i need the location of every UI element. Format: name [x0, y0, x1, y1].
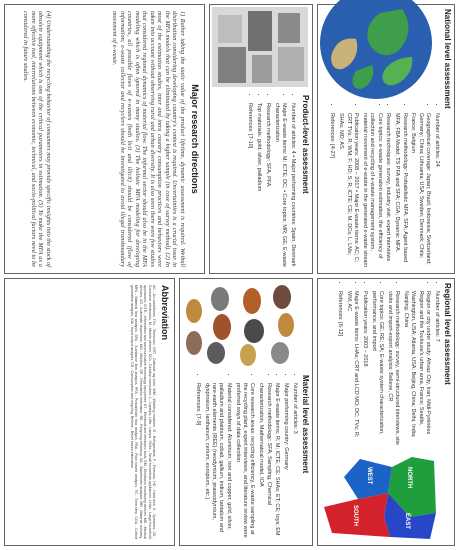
material-bullet-items: • Major E-waste items: R; M; ICTE; CE; SHAs; ET; CE; toys; EM [273, 383, 280, 541]
national-box [317, 4, 455, 274]
national-title: National level assessment [443, 9, 452, 109]
material-bullet-materials: • Material considered: Aluminum, iron and copper, gold, silver, palladium and platinum, cobalt, gallium, indium, tantalum and rare-earth elements (REE) (neodymium, praseodymium, dysprosium, lanthanum, cerium, europium, etc.) [202, 383, 232, 541]
material-bullet-articles: • Number of articles: 3 [291, 383, 298, 541]
national-bullet-topics: • Core topics: e-waste generation estimation, the efficiency of collection and recycling of e-waste management system, material movement of e-waste in the generated e-waste stream [360, 113, 382, 271]
map-label-south: SOUTH [352, 505, 358, 526]
regional-bullet-methodology: • Research methodology: survey, semi-structured interviews, site visits and import-export analysis; Believe, CR [385, 291, 400, 449]
product-bullet-methodology: • Research methodology: SFA, PFA [264, 103, 271, 267]
national-bullet-years-items: • Publication years: 2008 – 2017 • Major E-waste items: AC; C; CRT TVs; R; WM; F; HD; S; R; ICTE; CE; M; DCs; L; LMs; SHAs; MD; AS. [337, 113, 359, 271]
national-bullets [327, 105, 440, 271]
material-bullet-methodology: • Research methodology: SFA; Sampling, Chemical characterization, Mathematical model, IOA [257, 383, 272, 541]
national-bullet-references: • References: [4-27] [328, 113, 335, 271]
directions-paragraph-2: (4) Understanding the recycling behavior of consumers may provide specific insights into the stock of obsolete equipment which is one of the critical parameters in estimation. (5) To make the MFA as a more effective tool, interrelations between economic, technical, and socio-political factors need to be considered in future studies. [22, 11, 52, 267]
national-bullet-articles: • Number of articles: 24 [433, 113, 440, 271]
material-samples-figure [182, 281, 300, 371]
product-box [209, 4, 313, 274]
product-bullet-references: • References: [7-10] [246, 103, 253, 267]
abbreviation-title: Abbreviation [160, 285, 170, 341]
regional-bullet-items: • Major E-waste items: LHAs; CRT and LCD MO; DC; TVs; R; WM; AC [344, 291, 359, 449]
map-label-east: EAST [404, 513, 410, 530]
national-bullet-coverage: • Geographical coverage: Japan; Brazil; Indonesia; Switzerland; Germany; China; Lithuania; USA; Sweden; Denmark; Chile; France; Belgium [409, 113, 431, 271]
abbreviation-box [4, 278, 175, 546]
regional-bullet-articles: • Number of articles: 7 [433, 291, 440, 449]
ewaste-pile-figure [212, 7, 308, 87]
material-box [179, 278, 313, 546]
regional-bullet-topics: • Core topics: GE; RE; SA; E-waste system characterization, performance, and import [369, 291, 384, 449]
map-label-north: NORTH [406, 467, 412, 489]
material-bullet-research-areas: • Core research areas: recycling efficiency, E-waste sampling at the recycling plant, expert interviews, and literature review were preferred ways of data collection [233, 383, 255, 541]
regional-bullet-references: • References: [6-12] [335, 291, 342, 449]
national-bullet-techniques: • Research techniques: survey, industry visit, expert interviews [384, 113, 391, 271]
product-bullet-materials: • Top materials: gold, silver, palladium [255, 103, 262, 267]
regional-box [317, 278, 455, 546]
map-label-west: WEST [366, 467, 372, 485]
directions-paragraph-1: 1) Rather taking the static value of the product lifetime, dynamic assessment is required. Weibull distribution considering developing country's context is required. Uncertainties is a crucial issue in the MFA models that can be eliminated by taking a higher sample (in case of survey method). (2) In most of the estimation studies, inter and intra country consumption practices and behaviors were taken into account without observing rural and urban diversity. It is also seen there were few studies that considered regional dynamics of material flow. The informal sector should also be in the MFA modeling which is often ignored in many studies. (3) The holistic MFA modeling for developing countries, all possible flows of e-wastes (both licit and illicit) should be considered (flow of information; e-waste collector and recyclers should be investigated to avoid illegal transboundary movement of e-waste. [111, 11, 186, 267]
regional-map-figure [320, 453, 440, 543]
product-bullets [245, 95, 296, 267]
product-bullet-articles-countries: • Number of articles: 4 • Major performing countries: Spain, Denmark [289, 103, 296, 267]
product-title: Product-level assessment [301, 95, 310, 194]
regional-title: Regional level assessment [443, 283, 452, 385]
material-bullet-country: • Major performing country: Germany [282, 383, 289, 541]
regional-bullet-years: • Publication years: 2003 – 2018 [360, 291, 367, 449]
material-title: Material level assessment [301, 375, 310, 474]
product-bullet-items-topics: • Major E-waste items: M; ICTE; DC; • Core topics: MR; GE; E-waste characterization [272, 103, 287, 267]
regional-bullet-region: • Region or city under study: Ahvaz City, Iran; Midi-Pyrénées Region and the Toulouse's urban area, France; Seattle, Washington, USA; Atlanta, USA; Beijing, China; Delhi, India; Nanjing, China [402, 291, 432, 449]
material-bullets [192, 375, 298, 541]
directions-title: Major research directions [190, 84, 200, 194]
world-map-globe-figure [318, 0, 442, 111]
regional-bullets [334, 283, 440, 449]
directions-box [4, 4, 205, 274]
abbreviation-text: AC - Air conditioner, TVs - Television, CRT - Cathode ray tube, WM - Washing machine, R - Refrigerators, F - Freezers, HD - Hard disk, S - Speakers, CE - Consumer electronics, M - Mobile phones, DCs - Desktop computers, L - Laptops, LMs - Lamps, SHAs - Small household appliances, LHAs - Large household appliances, ICTE - Information and communication technology equipment, ET - Electrical and electronic tools, EM - Electronic monitoring devices, MD - Medical devices, AS - Automatic dispensers, MO - Monitors, GE - Generation estimation, RE - Recycling efficiency, SA - Stakeholder analysis, MR - Material recovery, MFA - Material flow analysis, SFA - Substance flow analysis, PFA - Probabilistic flow analysis, FBA - Flow based analysis, TS - Time-step, CGA - Cohort generation analysis, IOA - Input output analysis, CR - Consumption and recycling, Believe - Belief based estimation. [129, 285, 156, 539]
material-bullet-references: • References: [7-9] [193, 383, 200, 541]
national-bullet-methodology: • Research methodology: Probabilistic MFA; SFA; Agent based MFA; FBA Model; TS PFA and SFA; CGA; Dynamic MFA. [393, 113, 408, 271]
